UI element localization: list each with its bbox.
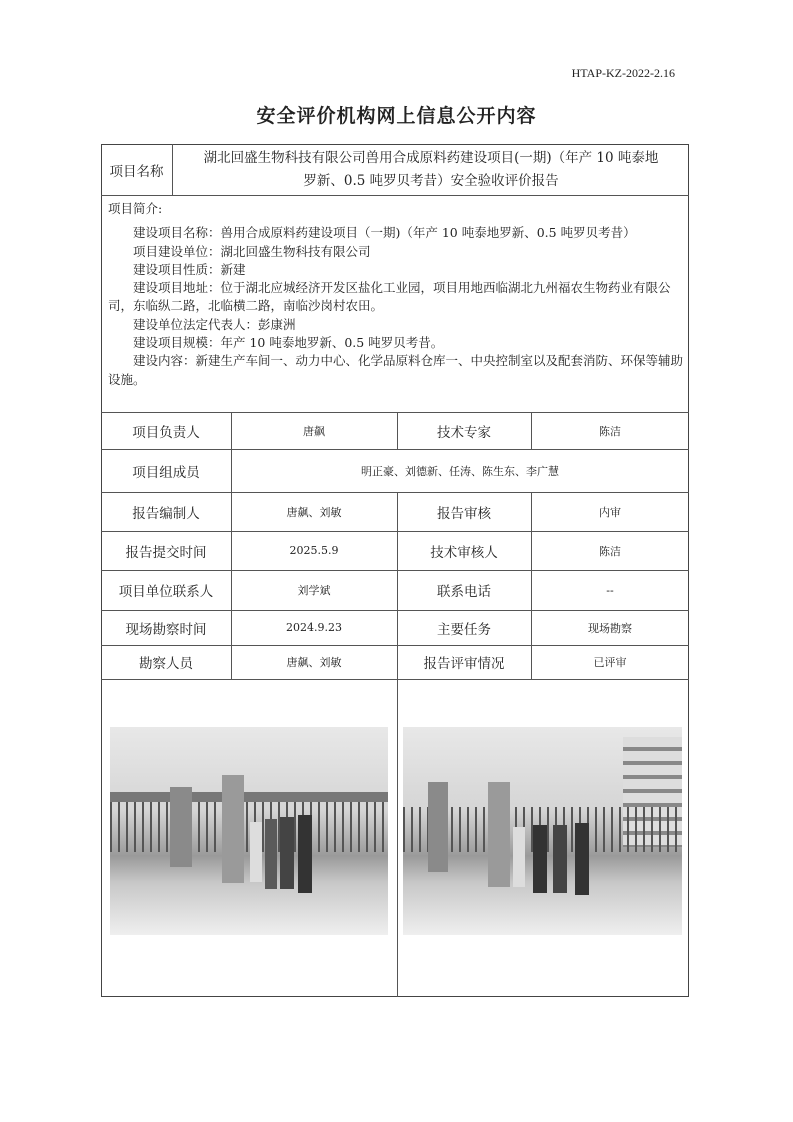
- field-value: 唐飙、刘敏: [286, 656, 342, 669]
- field-value: 已评审: [593, 656, 627, 669]
- field-label: 项目单位联系人: [118, 584, 214, 600]
- intro-paragraph: 建设内容：新建生产车间一、动力中心、化学品原料仓库一、中央控制室以及配套消防、环保等辅助设施。: [108, 353, 684, 387]
- intro-paragraph: 建设项目规模：年产 10 吨泰地罗新、0.5 吨罗贝考昔。: [133, 335, 444, 351]
- field-value: 唐飙: [303, 424, 325, 438]
- field-label: 报告编制人: [132, 505, 200, 522]
- field-label: 技术审核人: [430, 544, 498, 561]
- field-value: --: [606, 583, 614, 597]
- row-divider: [101, 679, 689, 680]
- field-label: 勘察人员: [139, 656, 193, 672]
- field-label: 项目负责人: [132, 424, 200, 441]
- field-label: 现场勘察时间: [125, 621, 207, 638]
- field-value: 陈洁: [599, 424, 621, 438]
- intro-paragraph: 建设单位法定代表人：彭康洲: [133, 316, 296, 332]
- field-label: 主要任务: [437, 621, 491, 638]
- field-label: 技术专家: [437, 424, 491, 441]
- field-value: 2025.5.9: [289, 544, 339, 557]
- field-label: 报告提交时间: [125, 544, 207, 561]
- document-number: HTAP-KZ-2022-2.16: [571, 66, 675, 80]
- field-label: 项目组成员: [132, 464, 200, 481]
- field-value: 刘学斌: [297, 584, 331, 597]
- project-name-label: 项目名称: [109, 163, 164, 180]
- intro-paragraph: 项目建设单位：湖北回盛生物科技有限公司: [133, 243, 371, 259]
- intro-paragraph: 建设项目性质：新建: [133, 261, 246, 277]
- project-name-value: [176, 147, 686, 193]
- field-value: 陈洁: [599, 544, 621, 558]
- project-name-line2: 罗新、0.5 吨罗贝考昔）安全验收评价报告: [303, 173, 559, 189]
- field-label: 报告评审情况: [423, 656, 505, 672]
- site-photo-1: [110, 727, 388, 935]
- intro-heading: 项目简介:: [108, 201, 163, 216]
- field-value: 现场勘察: [588, 621, 632, 635]
- field-value: 内审: [599, 505, 621, 519]
- field-label: 联系电话: [437, 584, 491, 600]
- field-value: 唐飙、刘敏: [286, 505, 342, 519]
- intro-paragraph: 建设项目名称：兽用合成原料药建设项目（一期)（年产 10 吨泰地罗新、0.5 吨罗贝考昔）: [133, 225, 636, 241]
- field-label: 报告审核: [437, 505, 491, 522]
- site-photo-2: [403, 727, 682, 935]
- project-intro: [108, 200, 686, 389]
- page-title: 安全评价机构网上信息公开内容: [256, 105, 537, 127]
- intro-paragraph: 建设项目地址：位于湖北应城经济开发区盐化工业园，项目用地西临湖北九州福农生物药业有限公司，东临纵二路，北临横二路，南临沙岗村农田。: [108, 280, 671, 314]
- field-value: 2024.9.23: [286, 621, 342, 634]
- field-value: 明正豪、刘德新、任涛、陈生东、李广慧: [361, 464, 559, 478]
- project-name-line1: 湖北回盛生物科技有限公司兽用合成原料药建设项目(一期)（年产 10 吨泰地: [203, 150, 659, 166]
